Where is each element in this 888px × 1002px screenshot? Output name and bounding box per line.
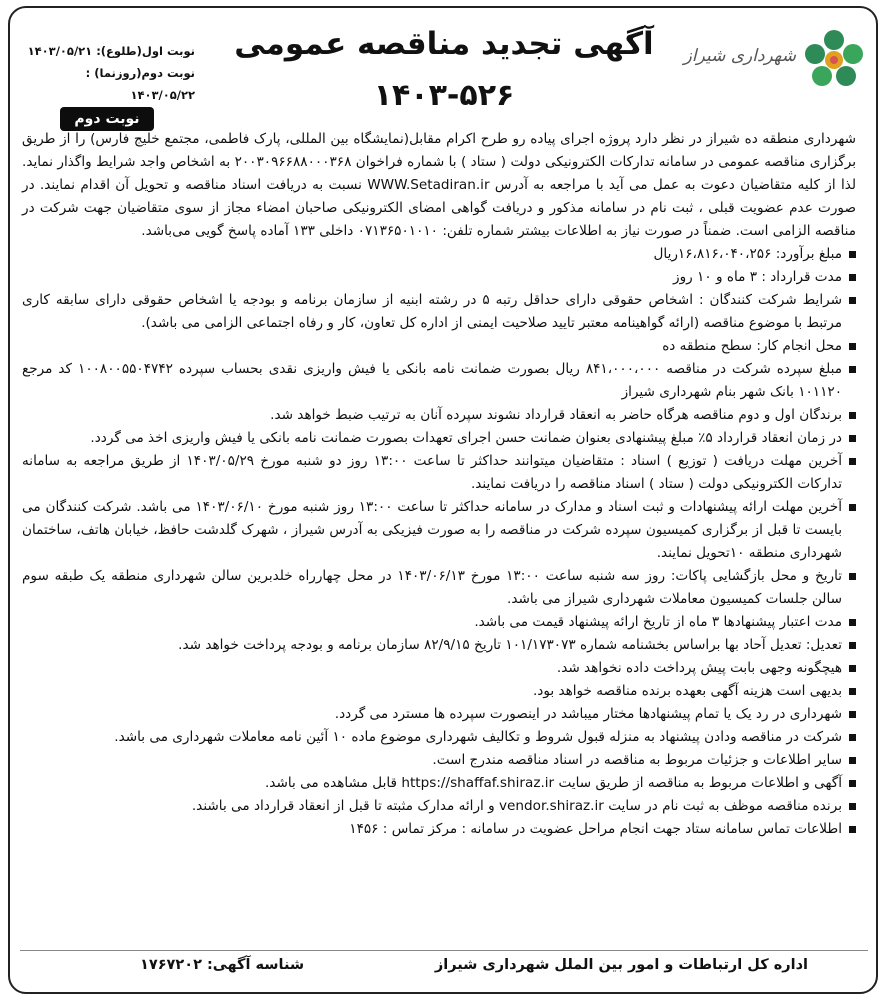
footer-ad-id: شناسه آگهی: ۱۷۶۷۲۰۲ bbox=[140, 957, 305, 973]
turn-badge: نوبت دوم bbox=[60, 107, 154, 131]
list-item: مدت اعتبار پیشنهادها ۳ ماه از تاریخ ارائه پیشنهاد قیمت می باشد. bbox=[22, 611, 856, 634]
list-item: بدیهی است هزینه آگهی بعهده برنده مناقصه خواهد بود. bbox=[22, 680, 856, 703]
list-item: هیچگونه وجهی بابت پیش پرداخت داده نخواهد شد. bbox=[22, 657, 856, 680]
date-first-turn: نوبت اول(طلوع): ۱۴۰۳/۰۵/۲۱ bbox=[27, 44, 195, 58]
list-item: شرکت در مناقصه ودادن پیشنهاد به منزله قبول شروط و تکالیف شهرداری موضوع ماده ۱۰ آئین نامه معاملات شهرداری می باشد. bbox=[22, 726, 856, 749]
list-item: برندگان اول و دوم مناقصه هرگاه حاضر به انعقاد قرارداد نشوند سپرده آنان به ترتیب ضبط خواهد شد. bbox=[22, 404, 856, 427]
list-item: برنده مناقصه موظف به ثبت نام در سایت vendor.shiraz.ir و ارائه مدارک مثبته تا قبل از انعقاد قرارداد می باشند. bbox=[22, 795, 856, 818]
list-item: تاریخ و محل بازگشایی پاکات: روز سه شنبه ساعت ۱۳:۰۰ مورخ ۱۴۰۳/۰۶/۱۳ در محل چهارراه خلدبرین سالن شهرداری منطقه یک طبقه سوم سالن جلسات کمیسیون معاملات شهرداری شیراز می باشد. bbox=[22, 565, 856, 611]
conditions-list bbox=[22, 243, 856, 841]
list-item: محل انجام کار: سطح منطقه ده bbox=[22, 335, 856, 358]
list-item: مبلغ سپرده شرکت در مناقصه ۸۴۱،۰۰۰،۰۰۰ ریال بصورت ضمانت نامه بانکی یا فیش واریزی نقدی بحساب سپرده ۱۰۰۸۰۰۵۵۰۴۷۴۲ کد مرجع ۱۰۱۱۲۰ بانک شهر بنام شهرداری شیراز bbox=[22, 358, 856, 404]
list-item: آخرین مهلت دریافت ( توزیع ) اسناد : متقاضیان میتوانند حداکثر تا ساعت ۱۳:۰۰ روز دو شنبه مورخ ۱۴۰۳/۰۵/۲۹ از طریق مراجعه به سامانه تدارکات الکترونیکی دولت ( ستاد ) اسناد مناقصه را دریافت نمایند. bbox=[22, 450, 856, 496]
list-item: آخرین مهلت ارائه پیشنهادات و ثبت اسناد و مدارک در سامانه حداکثر تا ساعت ۱۳:۰۰ روز شنبه مورخ ۱۴۰۳/۰۶/۱۰ می باشد. شرکت کنندگان می بایست تا قبل از برگزاری کمیسیون سپرده شرکت در مناقصه را به صورت فیزیکی به آدرس شیراز ، شهرک گلدشت حافظ، خیابان هاتف، ساختمان شهرداری منطقه ۱۰تحویل نمایند. bbox=[22, 496, 856, 565]
list-item: آگهی و اطلاعات مربوط به مناقصه از طریق سایت https://shaffaf.shiraz.ir قابل مشاهده می باشد. bbox=[22, 772, 856, 795]
footer-department: اداره کل ارتباطات و امور بین الملل شهرداری شیراز bbox=[434, 957, 808, 973]
publication-dates bbox=[20, 40, 195, 106]
list-item: تعدیل: تعدیل آحاد بها براساس بخشنامه شماره ۱۰۱/۱۷۳۰۷۳ تاریخ ۸۲/۹/۱۵ سازمان برنامه و بودجه پرداخت خواهد شد. bbox=[22, 634, 856, 657]
list-item: شهرداری در رد یک یا تمام پیشنهادها مختار میباشد در اینصورت سپرده ها مسترد می گردد. bbox=[22, 703, 856, 726]
list-item: مدت قرارداد : ۳ ماه و ۱۰ روز bbox=[22, 266, 856, 289]
list-item: سایر اطلاعات و جزئیات مربوط به مناقصه در اسناد مناقصه مندرج است. bbox=[22, 749, 856, 772]
list-item: مبلغ برآورد: ۱۶،۸۱۶،۰۴۰،۲۵۶ریال bbox=[22, 243, 856, 266]
page-title: آگهی تجدید مناقصه عمومی bbox=[234, 26, 654, 62]
list-item: اطلاعات تماس سامانه ستاد جهت انجام مراحل عضویت در سامانه : مرکز تماس : ۱۴۵۶ bbox=[22, 818, 856, 841]
tender-number: ۱۴۰۳-۵۲۶ bbox=[373, 78, 515, 113]
logo-wordmark: شهرداری شیراز bbox=[683, 46, 796, 66]
announcement-body bbox=[22, 128, 856, 841]
footer-divider bbox=[20, 950, 868, 951]
intro-paragraph: شهرداری منطقه ده شیراز در نظر دارد پروژه اجرای پیاده رو طرح اکرام مقابل(نمایشگاه بین المللی، پارک فاطمی، مجتمع خلیج فارس) را از طریق برگزاری مناقصه عمومی در سامانه تدارکات الکترونیکی دولت ( ستاد ) با شماره فراخوان ۲۰۰۳۰۹۶۶۸۸۰۰۰۳۶۸ به اشخاص واجد شرایط واگذار نماید. لذا از کلیه متقاضیان دعوت به عمل می آید با مراجعه به آدرس WWW.Setadiran.ir نسبت به دریافت اسناد مناقصه و تحویل آن اقدام نمایند. در صورت عدم عضویت قبلی ، ثبت نام در سامانه مذکور و دریافت گواهی امضای الکترونیکی صاحبان امضاء مجاز از سوی متقاضیان جهت شرکت در مناقصه الزامی است. ضمناً در صورت نیاز به اطلاعات بیشتر شماره تلفن: ۰۷۱۳۶۵۰۱۰۱۰ داخلی ۱۳۳ آماده پاسخ گویی می‌باشد. bbox=[22, 131, 857, 239]
date-second-turn: نوبت دوم(روزنما) : ۱۴۰۳/۰۵/۲۲ bbox=[85, 66, 195, 102]
list-item: در زمان انعقاد قرارداد ۵٪ مبلغ پیشنهادی بعنوان ضمانت حسن اجرای تعهدات بصورت ضمانت نامه بانکی یا فیش واریزی اخذ می گردد. bbox=[22, 427, 856, 450]
list-item: شرایط شرکت کنندگان : اشخاص حقوقی دارای حداقل رتبه ۵ در رشته ابنیه از سازمان برنامه و بودجه یا اشخاص حقوقی دارای سابقه کاری مرتبط با موضوع مناقصه (ارائه گواهینامه معتبر تایید صلاحیت ایمنی از اداره کل تعاون، کار و رفاه اجتماعی الزامی می باشد). bbox=[22, 289, 856, 335]
